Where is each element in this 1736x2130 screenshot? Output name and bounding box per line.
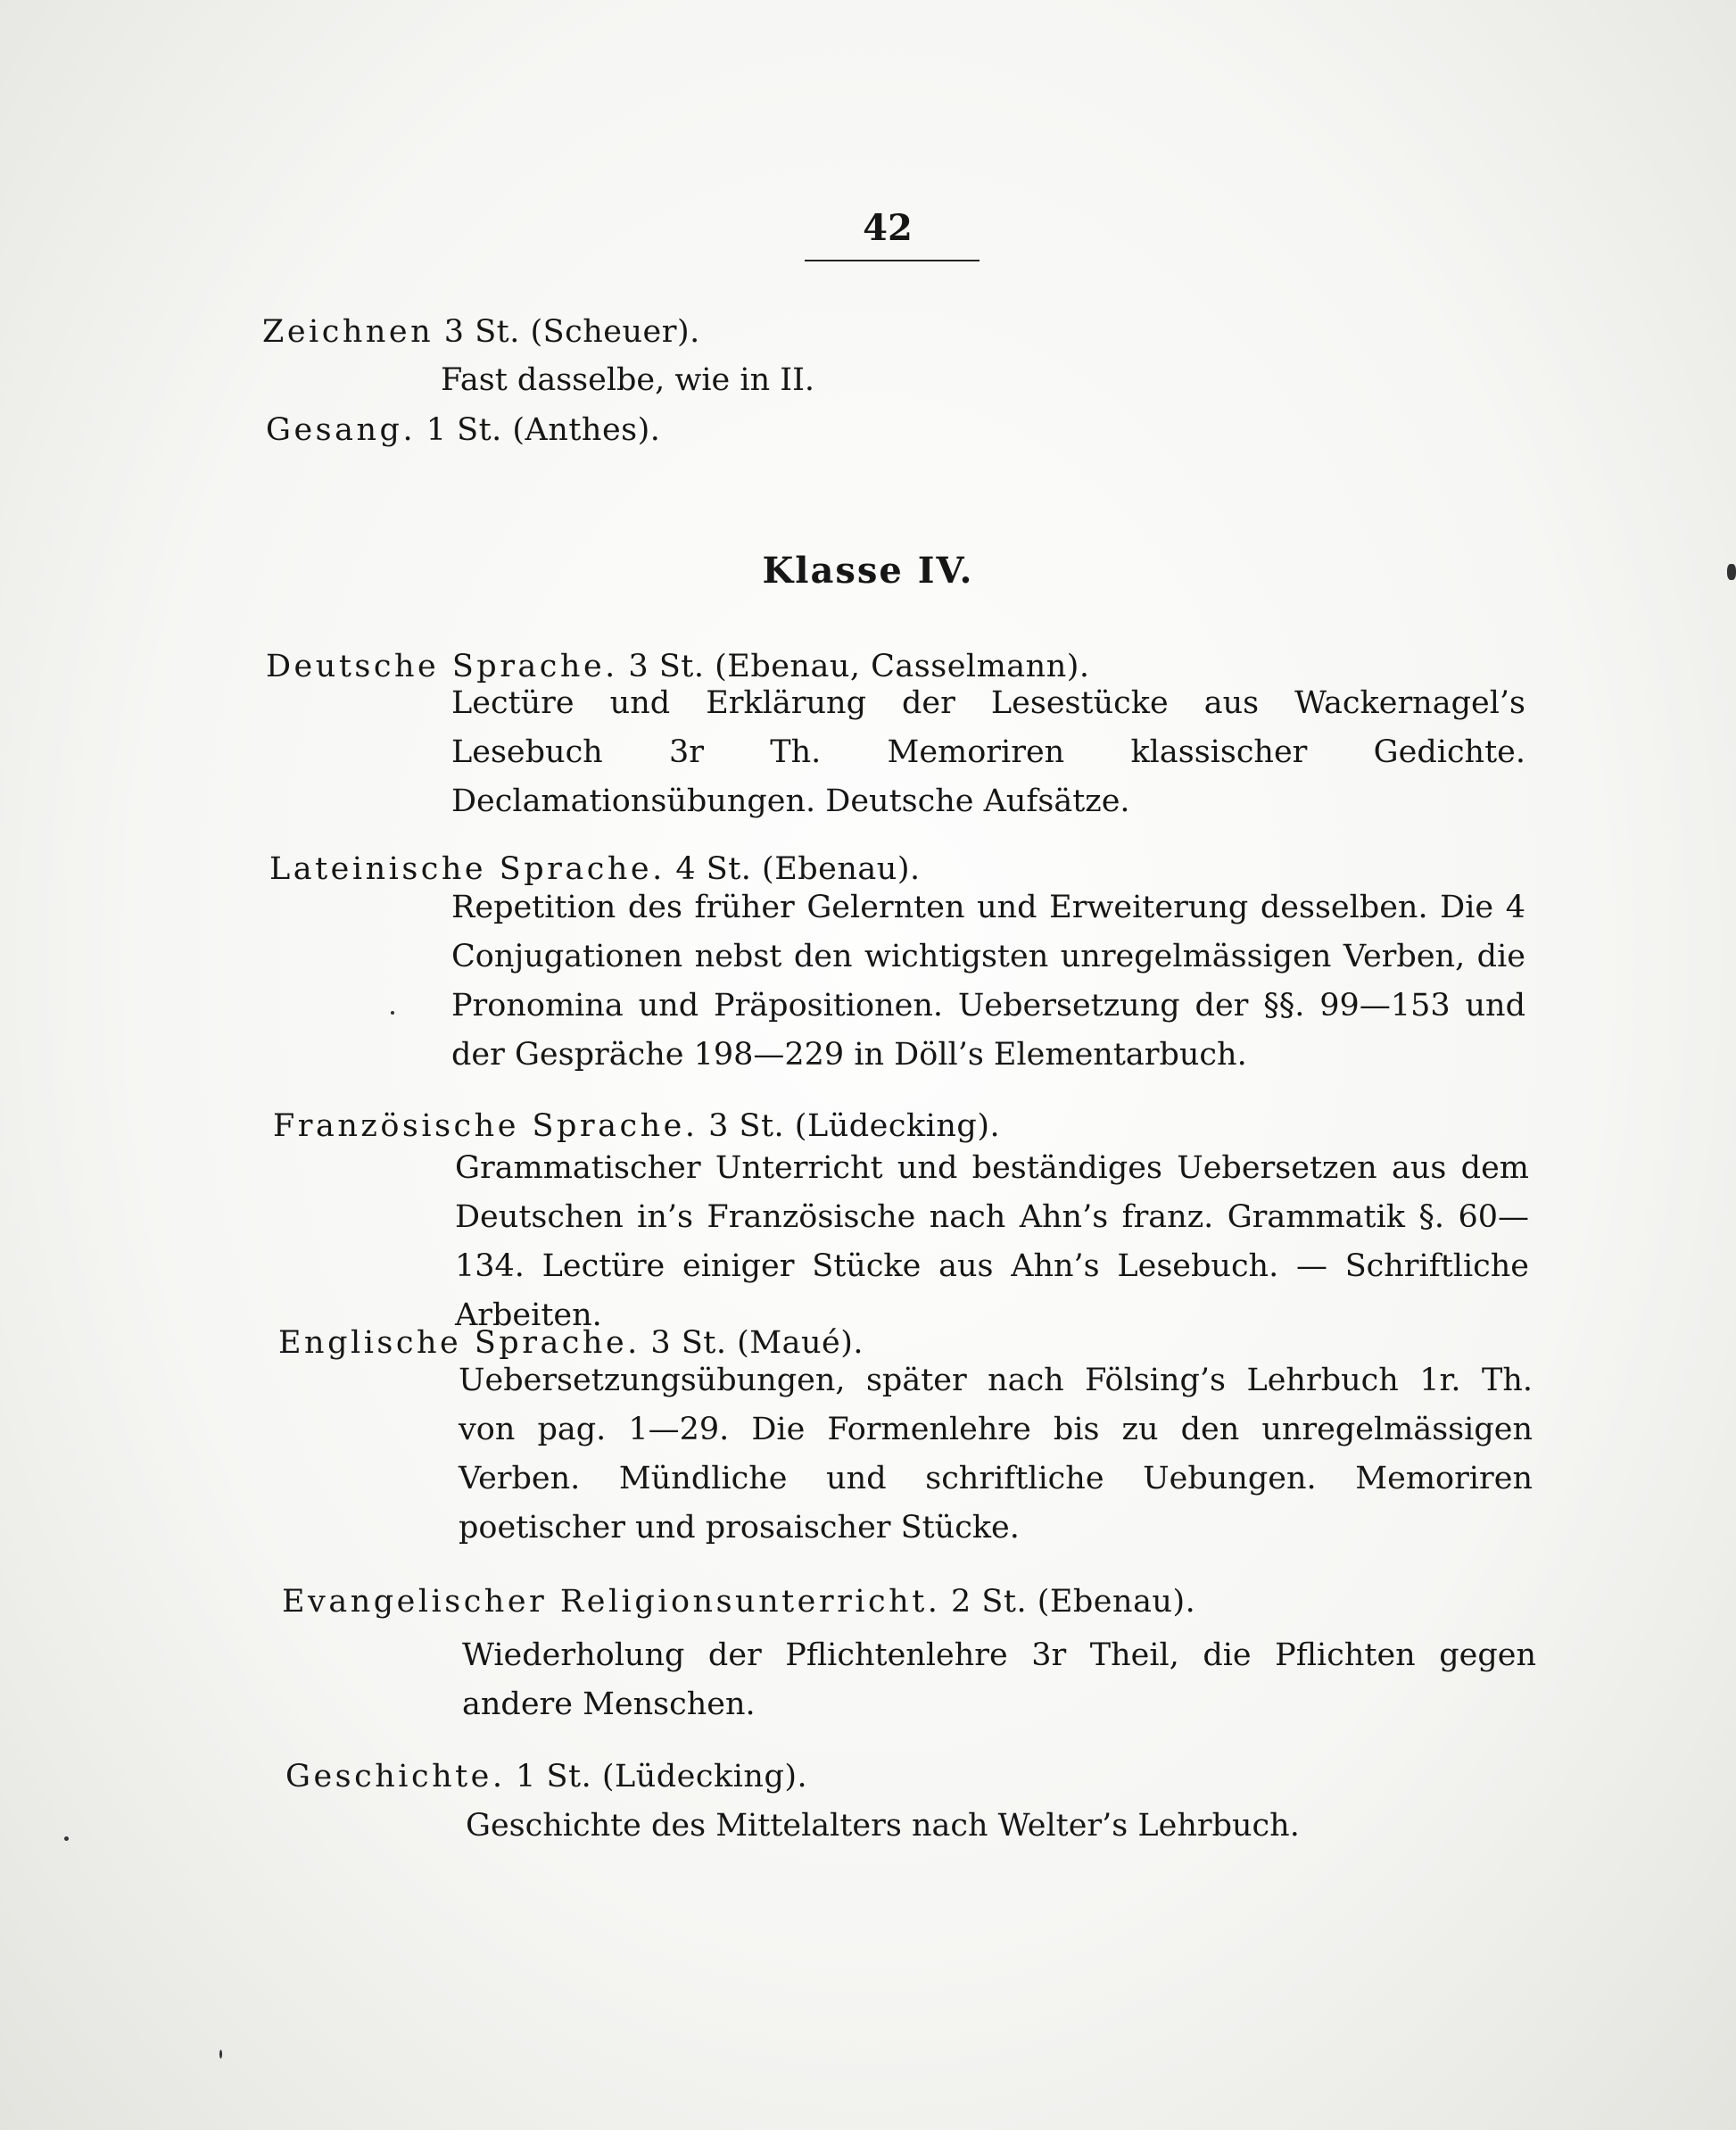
subject-hours: 3 St. (Lüdecking).	[698, 1108, 1001, 1144]
subject-heading: Gesang.	[266, 412, 417, 448]
subject-geschichte	[285, 1758, 807, 1795]
page-number: 42	[863, 207, 913, 249]
page-number-rule	[805, 260, 980, 261]
subject-heading: Evangelischer Religionsunterricht.	[282, 1584, 941, 1620]
scan-speck	[219, 2050, 222, 2059]
subject-franzoesisch-text: Grammatischer Unterricht und beständiges Uebersetzen aus dem Deutschen in’s Französische nach Ahn’s franz. Grammatik §. 60—134. Lectüre einiger Stücke aus Ahn’s Lesebuch. — Schriftliche Arbeiten.	[455, 1150, 1529, 1333]
subject-hours: 1 St. (Lüdecking).	[505, 1759, 808, 1794]
subject-hours: 3 St. (Ebenau, Casselmann).	[617, 649, 1090, 684]
subject-heading: Deutsche Sprache.	[266, 649, 618, 684]
scan-speck	[391, 1011, 394, 1015]
scan-speck	[1727, 564, 1736, 580]
subject-latein	[269, 850, 921, 888]
subject-hours: 4 St. (Ebenau).	[665, 851, 921, 887]
subject-hours: 2 St. (Ebenau).	[940, 1584, 1196, 1620]
subject-englisch-text: Uebersetzungsübungen, später nach Fölsing’s Lehrbuch 1r. Th. von pag. 1—29. Die Formenlehre bis zu den unregelmässigen Verben. Mündliche und schriftliche Uebungen. Memoriren poetischer und prosaischer Stücke.	[459, 1363, 1533, 1546]
subject-geschichte-text: Geschichte des Mittelalters nach Welter’s Lehrbuch.	[466, 1808, 1300, 1844]
subject-latein-text: Repetition des früher Gelernten und Erweiterung desselben. Die 4 Conjugationen nebst den wichtigsten unregelmässigen Verben, die Pronomina und Präpositionen. Uebersetzung der §§. 99—153 und der Gespräche 198—229 in Döll’s Elementarbuch.	[451, 890, 1525, 1073]
subject-heading: Lateinische Sprache.	[269, 851, 665, 887]
subject-heading: Englische Sprache.	[278, 1325, 641, 1361]
subject-hours: 1 St. (Anthes).	[416, 412, 661, 448]
zeichnen-text: Fast dasselbe, wie in II.	[441, 362, 815, 398]
subject-heading: Geschichte.	[285, 1759, 506, 1794]
subject-heading: Zeichnen	[262, 314, 434, 350]
zeichnen-entry	[262, 313, 700, 351]
subject-religion-text: Wiederholung der Pflichtenlehre 3r Theil, die Pflichten gegen andere Menschen.	[462, 1637, 1536, 1722]
subject-religion	[282, 1583, 1195, 1620]
subject-deutsch-text: Lectüre und Erklärung der Lesestücke aus Wackernagel’s Lesebuch 3r Th. Memoriren klassischer Gedichte. Declamationsübungen. Deutsche Aufsätze.	[451, 685, 1525, 819]
gesang-entry	[266, 411, 660, 449]
subject-franzoesisch	[273, 1107, 1000, 1145]
class-title: Klasse IV.	[762, 550, 974, 592]
subject-heading: Französische Sprache.	[273, 1108, 699, 1144]
subject-hours: 3 St. (Scheuer).	[434, 314, 700, 350]
scan-speck	[64, 1836, 69, 1841]
subject-hours: 3 St. (Maué).	[640, 1325, 864, 1361]
